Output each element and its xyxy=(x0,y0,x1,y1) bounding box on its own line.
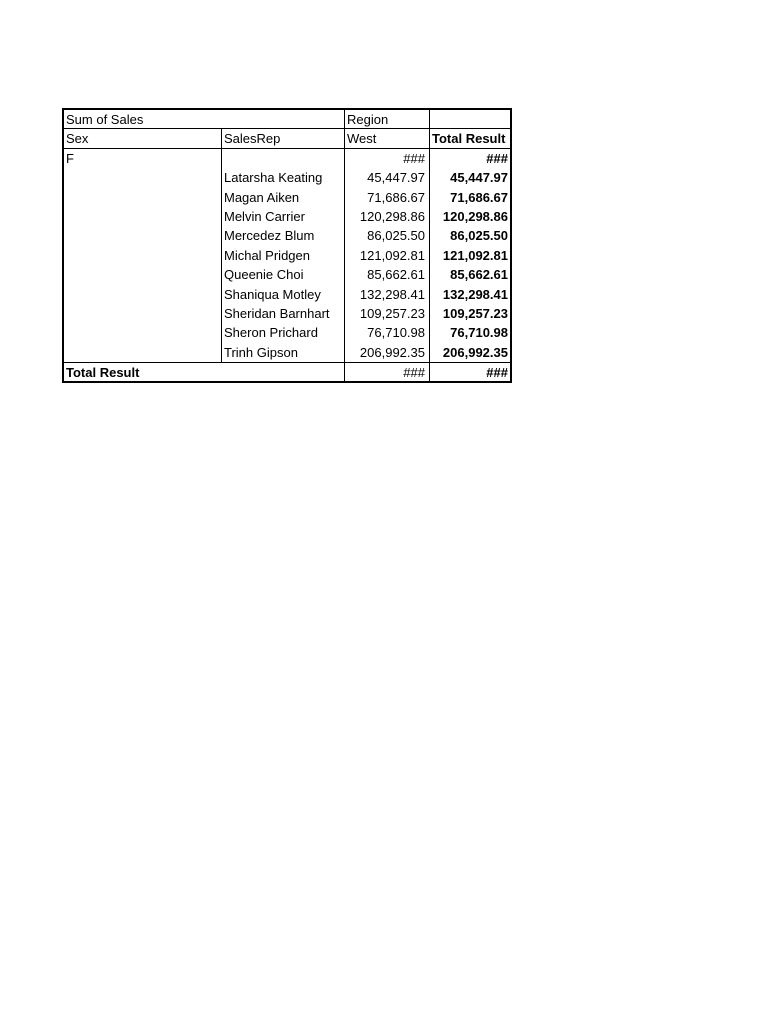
sex-cell xyxy=(64,304,221,323)
total-cell[interactable]: 132,298.41 xyxy=(429,285,510,304)
total-cell[interactable]: 85,662.61 xyxy=(429,265,510,284)
total-result-column-header[interactable]: Total Result xyxy=(429,129,510,147)
table-row xyxy=(64,226,510,245)
table-row xyxy=(64,246,510,265)
west-cell[interactable]: 206,992.35 xyxy=(344,343,429,362)
total-cell[interactable]: 109,257.23 xyxy=(429,304,510,323)
sex-value[interactable]: F xyxy=(66,150,74,166)
total-cell[interactable]: 86,025.50 xyxy=(429,226,510,245)
west-cell[interactable]: 86,025.50 xyxy=(344,226,429,245)
west-cell[interactable]: 45,447.97 xyxy=(344,168,429,187)
salesrep-cell[interactable]: Mercedez Blum xyxy=(221,226,344,245)
salesrep-cell[interactable]: Magan Aiken xyxy=(221,188,344,207)
salesrep-cell[interactable]: Shaniqua Motley xyxy=(221,285,344,304)
total-cell[interactable]: 45,447.97 xyxy=(429,168,510,187)
table-row xyxy=(64,285,510,304)
west-cell[interactable]: 76,710.98 xyxy=(344,323,429,342)
salesrep-rows xyxy=(64,168,510,362)
salesrep-cell[interactable]: Melvin Carrier xyxy=(221,207,344,226)
sex-cell xyxy=(64,265,221,284)
west-cell[interactable]: 85,662.61 xyxy=(344,265,429,284)
sex-cell xyxy=(64,246,221,265)
total-cell[interactable]: 71,686.67 xyxy=(429,188,510,207)
salesrep-cell[interactable]: Trinh Gipson xyxy=(221,343,344,362)
sex-cell xyxy=(64,343,221,362)
sex-cell xyxy=(64,323,221,342)
salesrep-field-header[interactable]: SalesRep xyxy=(221,129,344,147)
sex-field-header[interactable]: Sex xyxy=(66,131,89,147)
salesrep-cell[interactable]: Michal Pridgen xyxy=(221,246,344,265)
salesrep-cell[interactable]: Latarsha Keating xyxy=(221,168,344,187)
west-cell[interactable]: 132,298.41 xyxy=(344,285,429,304)
sex-cell xyxy=(64,226,221,245)
total-cell[interactable]: 120,298.86 xyxy=(429,207,510,226)
pivot-table xyxy=(62,108,512,383)
group-row-f xyxy=(64,149,510,168)
column-field-label[interactable]: Region xyxy=(344,110,429,128)
west-cell[interactable]: 109,257.23 xyxy=(344,304,429,323)
sex-cell xyxy=(64,285,221,304)
salesrep-cell[interactable]: Queenie Choi xyxy=(221,265,344,284)
table-row xyxy=(64,207,510,226)
header-blank-cell xyxy=(429,110,510,128)
grand-total-west[interactable]: ### xyxy=(344,363,429,381)
table-row xyxy=(64,188,510,207)
table-row xyxy=(64,265,510,284)
salesrep-cell[interactable]: Sheron Prichard xyxy=(221,323,344,342)
grand-total-label[interactable]: Total Result xyxy=(66,365,140,381)
table-row xyxy=(64,343,510,362)
sex-cell xyxy=(64,188,221,207)
measure-label[interactable]: Sum of Sales xyxy=(66,112,144,127)
total-cell[interactable]: 206,992.35 xyxy=(429,343,510,362)
salesrep-value xyxy=(221,149,344,168)
grand-total-row xyxy=(64,362,510,381)
west-cell[interactable]: 121,092.81 xyxy=(344,246,429,265)
salesrep-cell[interactable]: Sheridan Barnhart xyxy=(221,304,344,323)
sex-cell xyxy=(64,168,221,187)
pivot-header-row-1 xyxy=(64,110,510,129)
sex-cell xyxy=(64,207,221,226)
table-row xyxy=(64,304,510,323)
grand-total-value[interactable]: ### xyxy=(429,363,510,381)
west-value[interactable]: ### xyxy=(344,149,429,168)
west-cell[interactable]: 71,686.67 xyxy=(344,188,429,207)
total-cell[interactable]: 121,092.81 xyxy=(429,246,510,265)
table-row xyxy=(64,168,510,187)
total-value[interactable]: ### xyxy=(429,149,510,168)
west-cell[interactable]: 120,298.86 xyxy=(344,207,429,226)
west-column-header[interactable]: West xyxy=(344,129,429,147)
table-row xyxy=(64,323,510,342)
total-cell[interactable]: 76,710.98 xyxy=(429,323,510,342)
pivot-header-row-2 xyxy=(64,129,510,148)
